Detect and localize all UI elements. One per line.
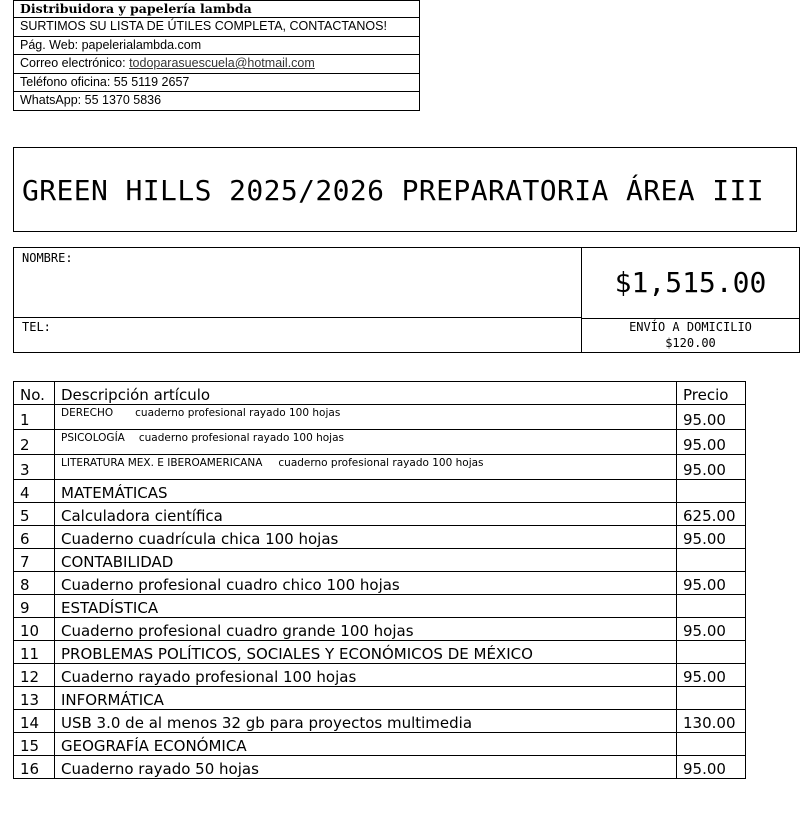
row-description xyxy=(55,430,677,455)
tel-label: TEL: xyxy=(22,320,51,334)
table-row xyxy=(14,618,746,641)
store-whatsapp: WhatsApp: 55 1370 5836 xyxy=(14,91,419,110)
store-slogan: SURTIMOS SU LISTA DE ÚTILES COMPLETA, CONTACTANOS! xyxy=(14,17,419,36)
row-subject: PSICOLOGÍA xyxy=(61,432,125,444)
total-price: $1,515.00 xyxy=(582,248,799,319)
row-item: cuaderno profesional rayado 100 hojas xyxy=(138,432,344,444)
company-name: Distribuidora y papelería lambda xyxy=(20,1,252,16)
row-price xyxy=(677,687,746,710)
table-row xyxy=(14,549,746,572)
row-description: Cuaderno cuadrícula chica 100 hojas xyxy=(55,526,677,549)
row-description: Cuaderno profesional cuadro chico 100 hojas xyxy=(55,572,677,595)
table-row xyxy=(14,430,746,455)
table-row xyxy=(14,710,746,733)
email-link[interactable]: todoparasuescuela@hotmail.com xyxy=(129,56,315,70)
table-row xyxy=(14,733,746,756)
row-item: cuaderno profesional rayado 100 hojas xyxy=(135,407,341,419)
table-row xyxy=(14,455,746,480)
header-price: Precio xyxy=(677,382,746,405)
row-price: 625.00 xyxy=(677,503,746,526)
row-description: Calculadora científica xyxy=(55,503,677,526)
row-price: 95.00 xyxy=(677,572,746,595)
table-row xyxy=(14,641,746,664)
row-number: 6 xyxy=(14,526,55,549)
row-price xyxy=(677,549,746,572)
table-header-row xyxy=(14,382,746,405)
row-description: GEOGRAFÍA ECONÓMICA xyxy=(55,733,677,756)
row-description: Cuaderno rayado profesional 100 hojas xyxy=(55,664,677,687)
row-number: 8 xyxy=(14,572,55,595)
store-website: Pág. Web: papelerialambda.com xyxy=(14,36,419,55)
row-item: cuaderno profesional rayado 100 hojas xyxy=(278,457,484,469)
row-subject: DERECHO xyxy=(61,407,114,419)
header-no: No. xyxy=(14,382,55,405)
row-number: 14 xyxy=(14,710,55,733)
row-price: 95.00 xyxy=(677,664,746,687)
row-price: 95.00 xyxy=(677,526,746,549)
row-number: 16 xyxy=(14,756,55,779)
supplies-table xyxy=(13,381,746,779)
row-description: CONTABILIDAD xyxy=(55,549,677,572)
row-description xyxy=(55,455,677,480)
shipping-price: $120.00 xyxy=(665,336,716,350)
row-number: 11 xyxy=(14,641,55,664)
table-row xyxy=(14,572,746,595)
row-description: Cuaderno rayado 50 hojas xyxy=(55,756,677,779)
store-email-row xyxy=(14,54,419,73)
store-info-box xyxy=(13,0,420,111)
shipping-label: ENVÍO A DOMICILIO xyxy=(629,320,752,334)
row-number: 13 xyxy=(14,687,55,710)
row-description: INFORMÁTICA xyxy=(55,687,677,710)
row-number: 4 xyxy=(14,480,55,503)
row-number: 2 xyxy=(14,430,55,455)
row-price: 95.00 xyxy=(677,756,746,779)
row-price xyxy=(677,480,746,503)
school-list-title: GREEN HILLS 2025/2026 PREPARATORIA ÁREA III xyxy=(13,147,797,232)
table-row xyxy=(14,595,746,618)
header-description: Descripción artículo xyxy=(55,382,677,405)
row-price xyxy=(677,641,746,664)
row-number: 7 xyxy=(14,549,55,572)
row-description xyxy=(55,405,677,430)
row-number: 15 xyxy=(14,733,55,756)
store-phone: Teléfono oficina: 55 5119 2657 xyxy=(14,73,419,92)
row-description: PROBLEMAS POLÍTICOS, SOCIALES Y ECONÓMICOS DE MÉXICO xyxy=(55,641,677,664)
order-form-box xyxy=(13,247,800,353)
row-number: 3 xyxy=(14,455,55,480)
table-row xyxy=(14,526,746,549)
row-price xyxy=(677,733,746,756)
row-number: 12 xyxy=(14,664,55,687)
table-row xyxy=(14,503,746,526)
table-row xyxy=(14,687,746,710)
row-number: 10 xyxy=(14,618,55,641)
row-description: MATEMÁTICAS xyxy=(55,480,677,503)
row-price: 130.00 xyxy=(677,710,746,733)
row-description: USB 3.0 de al menos 32 gb para proyectos multimedia xyxy=(55,710,677,733)
table-row xyxy=(14,664,746,687)
table-row xyxy=(14,405,746,430)
row-price: 95.00 xyxy=(677,405,746,430)
name-field[interactable] xyxy=(14,248,582,318)
row-number: 9 xyxy=(14,595,55,618)
row-subject: LITERATURA MEX. E IBEROAMERICANA xyxy=(61,457,263,469)
row-price: 95.00 xyxy=(677,430,746,455)
name-label: NOMBRE: xyxy=(22,251,73,265)
row-number: 5 xyxy=(14,503,55,526)
row-price: 95.00 xyxy=(677,455,746,480)
row-price xyxy=(677,595,746,618)
table-row xyxy=(14,756,746,779)
row-price: 95.00 xyxy=(677,618,746,641)
row-number: 1 xyxy=(14,405,55,430)
email-label: Correo electrónico: xyxy=(20,56,130,70)
shipping-cell xyxy=(582,318,799,352)
row-description: Cuaderno profesional cuadro grande 100 hojas xyxy=(55,618,677,641)
table-row xyxy=(14,480,746,503)
row-description: ESTADÍSTICA xyxy=(55,595,677,618)
tel-field[interactable] xyxy=(14,318,582,352)
